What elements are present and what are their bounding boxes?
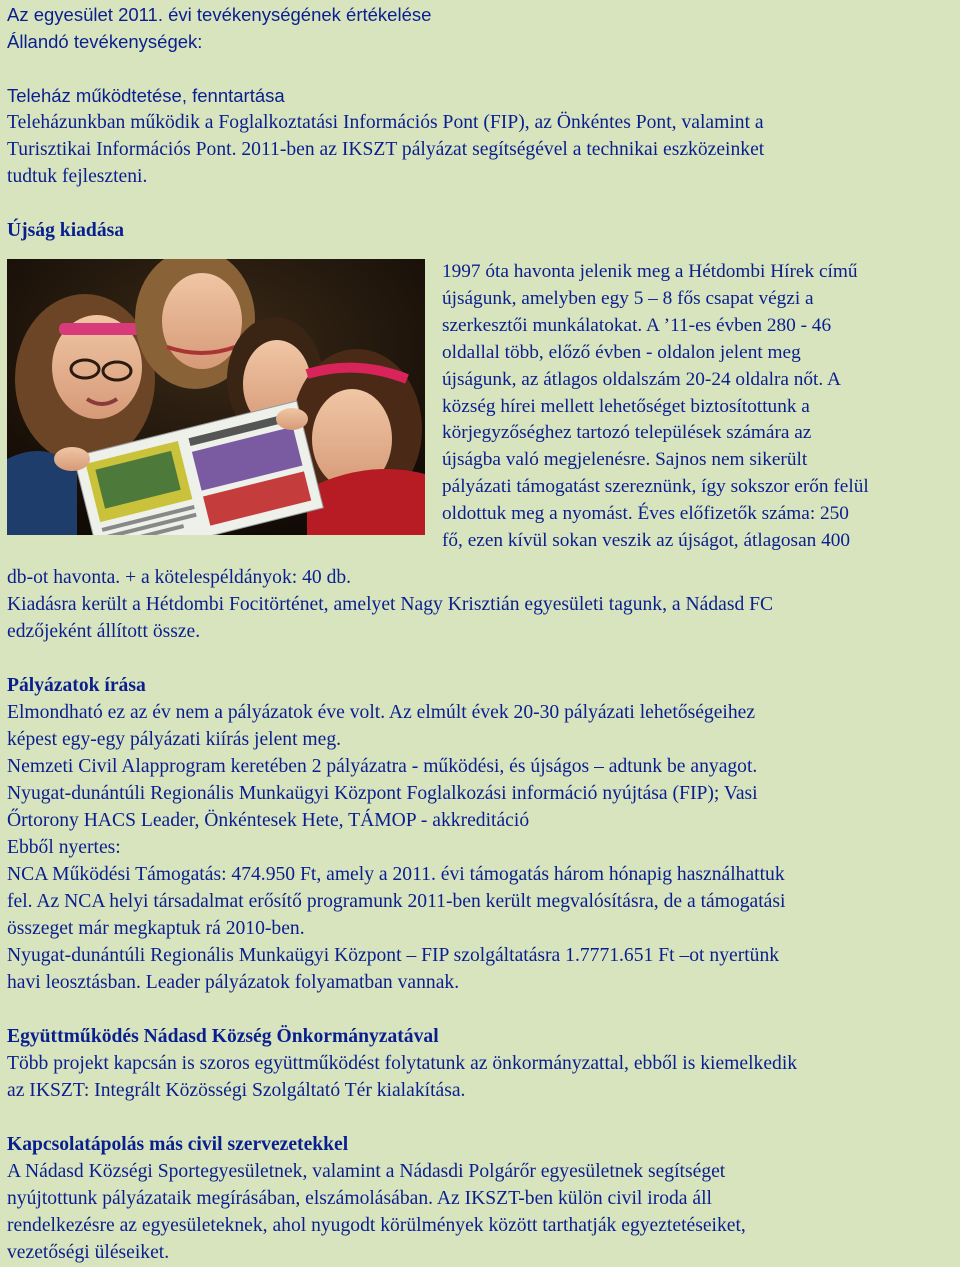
paragraph-line: Nemzeti Civil Alapprogram keretében 2 pályázatra - működési, és újságos – adtunk be anyagot. xyxy=(7,756,758,777)
paragraph-line: Ebből nyertes: xyxy=(7,837,121,858)
paragraph-line: fel. Az NCA helyi társadalmat erősítő programunk 2011-ben került megvalósításra, de a támogatási xyxy=(7,891,786,912)
section-telehaz xyxy=(7,82,953,190)
document-page xyxy=(7,0,953,1266)
spacer xyxy=(7,996,953,1023)
paragraph-line: Nyugat-dunántúli Regionális Munkaügyi Központ – FIP szolgáltatásra 1.7771.651 Ft –ot nyertünk xyxy=(7,945,780,966)
paragraph-line: község hírei mellett lehetőséget biztosítottunk a xyxy=(442,395,810,417)
paragraph-line: körjegyzőséghez tartozó települések számára az xyxy=(442,422,812,444)
section-palyazatok xyxy=(7,672,953,996)
paragraph-line: A Nádasd Községi Sportegyesületnek, valamint a Nádasdi Polgárőr egyesületnek segítséget xyxy=(7,1161,726,1182)
photo-row xyxy=(7,259,953,568)
paragraph-line: oldallal több, előző évben - oldalon jelent meg xyxy=(442,341,801,363)
paragraph-line: újságunk, amelyben egy 5 – 8 fős csapat végzi a xyxy=(442,287,814,309)
section-kapcsolat xyxy=(7,1131,953,1266)
section-heading-egyuttmukodes: Együttműködés Nádasd Község Önkormányzatával xyxy=(7,1026,439,1047)
paragraph-line: fő, ezen kívül sokan veszik az újságot, átlagosan 400 xyxy=(442,530,851,552)
spacer xyxy=(7,190,953,217)
spacer xyxy=(7,55,953,82)
paragraph-line: szerkesztői munkálatokat. A ’11-es évben 280 - 46 xyxy=(442,314,832,336)
paragraph-line: az IKSZT: Integrált Közösségi Szolgáltató Tér kialakítása. xyxy=(7,1080,466,1101)
spacer xyxy=(7,645,953,672)
paragraph-line: Turisztikai Információs Pont. 2011-ben az IKSZT pályázat segítségével a technikai eszközeinket xyxy=(7,139,765,160)
paragraph-line: nyújtottunk pályázataik megírásában, elszámolásában. Az IKSZT-ben külön civil iroda áll xyxy=(7,1188,712,1209)
section-heading-ujsag: Újság kiadása xyxy=(7,220,125,241)
paragraph-line: Nyugat-dunántúli Regionális Munkaügyi Központ Foglalkozási információ nyújtása (FIP); Vasi xyxy=(7,783,758,804)
section-heading-telehaz: Teleház működtetése, fenntartása xyxy=(7,85,285,106)
paragraph-line: újságba való megjelenésre. Sajnos nem sikerült xyxy=(442,449,808,471)
paragraph-line: pályázati támogatást szereznünk, így sokszor erőn felül xyxy=(442,476,869,498)
girls-reading-newspaper-photo xyxy=(7,259,425,535)
paragraph-line: vezetőségi üléseiket. xyxy=(7,1242,170,1263)
paragraph-line: edzőjeként állított össze. xyxy=(7,621,201,642)
paragraph-line: összeget már megkaptuk rá 2010-ben. xyxy=(7,918,305,939)
paragraph-line: tudtuk fejleszteni. xyxy=(7,166,148,187)
paragraph-line: db-ot havonta. + a kötelespéldányok: 40 db. xyxy=(7,567,352,588)
paragraph-line: havi leosztásban. Leader pályázatok folyamatban vannak. xyxy=(7,972,460,993)
paragraph-line: rendelkezésre az egyesületeknek, ahol nyugodt körülmények között tarthatják egyeztetéseiket, xyxy=(7,1215,746,1236)
spacer xyxy=(7,1104,953,1131)
paragraph-line: Több projekt kapcsán is szoros együttműködést folytatunk az önkormányzattal, ebből is kiemelkedik xyxy=(7,1053,798,1074)
paragraph-line: Teleházunkban működik a Foglalkoztatási Információs Pont (FIP), az Önkéntes Pont, valamint a xyxy=(7,112,764,133)
section-heading-palyazatok: Pályázatok írása xyxy=(7,675,146,696)
section-heading-kapcsolat: Kapcsolatápolás más civil szervezetekkel xyxy=(7,1134,349,1155)
paragraph-line: Kiadásra került a Hétdombi Focitörténet, amelyet Nagy Krisztián egyesületi tagunk, a Nádasd FC xyxy=(7,594,774,615)
paragraph-line: képest egy-egy pályázati kiírás jelent meg. xyxy=(7,729,342,750)
paragraph-line: Elmondható ez az év nem a pályázatok éve volt. Az elmúlt évek 20-30 pályázati lehetőségeihez xyxy=(7,702,756,723)
section-ujsag xyxy=(7,217,953,645)
paragraph-line: oldottuk meg a nyomást. Éves előfizetők száma: 250 xyxy=(442,503,849,525)
document-subtitle: Állandó tevékenységek: xyxy=(7,31,203,52)
paragraph-line: Őrtorony HACS Leader, Önkéntesek Hete, TÁMOP - akkreditáció xyxy=(7,810,530,831)
paragraph-line: újságunk, az átlagos oldalszám 20-24 oldalra nőt. A xyxy=(442,368,841,390)
section-egyuttmukodes xyxy=(7,1023,953,1104)
document-title: Az egyesület 2011. évi tevékenységének értékelése xyxy=(7,4,432,25)
paragraph-line: 1997 óta havonta jelenik meg a Hétdombi Hírek című xyxy=(442,261,858,282)
paragraph-line: NCA Működési Támogatás: 474.950 Ft, amely a 2011. évi támogatás három hónapig használhattuk xyxy=(7,864,785,885)
newspaper-description xyxy=(442,259,960,555)
